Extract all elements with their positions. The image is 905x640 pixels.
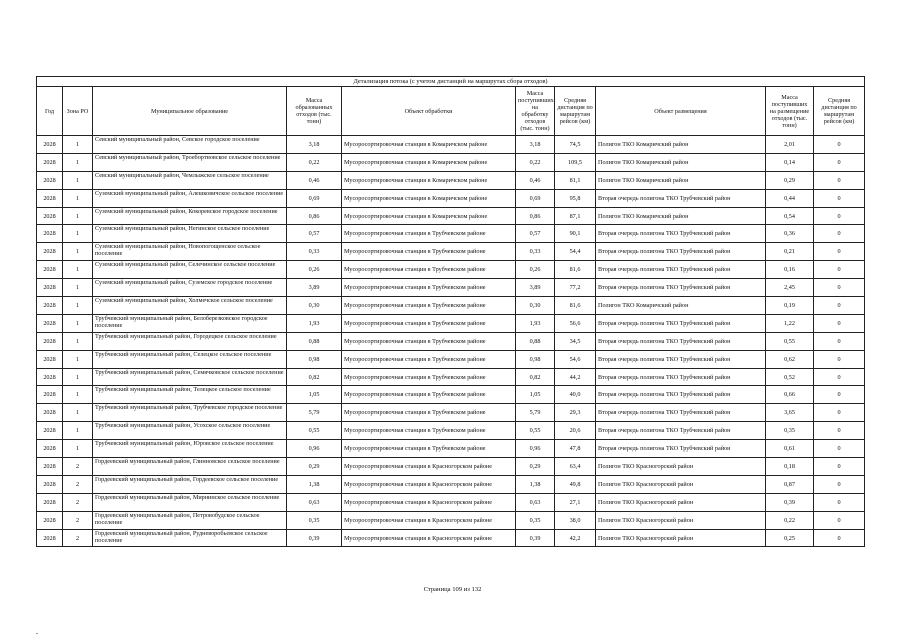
cell-mass-to-processing: 0,30 xyxy=(516,297,555,315)
cell-mass-generated: 0,46 xyxy=(287,171,342,189)
cell-mass-to-processing: 0,86 xyxy=(516,207,555,225)
cell-processing-object: Мусоросортировочная станция в Трубчевском районе xyxy=(342,386,516,404)
cell-municipality: Суземский муниципальный район, Кокоревское городское поселение xyxy=(93,207,287,225)
cell-placement-object: Вторая очередь полигона ТКО Трубчевский район xyxy=(596,243,766,261)
cell-avg-distance-placement: 0 xyxy=(814,511,865,529)
col-header-municipality: Муниципальное образование xyxy=(93,87,287,136)
cell-mass-generated: 3,89 xyxy=(287,279,342,297)
cell-mass-generated: 1,38 xyxy=(287,475,342,493)
cell-mass-generated: 0,88 xyxy=(287,332,342,350)
cell-zone: 1 xyxy=(63,440,93,458)
cell-municipality: Трубчевский муниципальный район, Семячковское сельское поселение xyxy=(93,368,287,386)
cell-mass-to-processing: 0,22 xyxy=(516,153,555,171)
cell-zone: 1 xyxy=(63,207,93,225)
table-row xyxy=(37,243,865,261)
cell-processing-object: Мусоросортировочная станция в Красногорском районе xyxy=(342,458,516,476)
cell-mass-to-processing: 3,89 xyxy=(516,279,555,297)
cell-zone: 2 xyxy=(63,529,93,547)
cell-processing-object: Мусоросортировочная станция в Трубчевском районе xyxy=(342,261,516,279)
cell-mass-generated: 0,55 xyxy=(287,422,342,440)
cell-placement-object: Вторая очередь полигона ТКО Трубчевский район xyxy=(596,386,766,404)
cell-mass-to-placement: 2,45 xyxy=(766,279,814,297)
cell-municipality: Севский муниципальный район, Чемлыжское сельское поселение xyxy=(93,171,287,189)
cell-avg-distance: 47,8 xyxy=(555,440,596,458)
cell-avg-distance-placement: 0 xyxy=(814,529,865,547)
cell-year: 2028 xyxy=(37,529,63,547)
cell-placement-object: Вторая очередь полигона ТКО Трубчевский район xyxy=(596,404,766,422)
cell-mass-to-processing: 0,26 xyxy=(516,261,555,279)
cell-avg-distance-placement: 0 xyxy=(814,171,865,189)
cell-avg-distance-placement: 0 xyxy=(814,279,865,297)
cell-avg-distance-placement: 0 xyxy=(814,440,865,458)
cell-avg-distance: 63,4 xyxy=(555,458,596,476)
cell-zone: 1 xyxy=(63,279,93,297)
cell-mass-to-processing: 1,05 xyxy=(516,386,555,404)
cell-avg-distance-placement: 0 xyxy=(814,225,865,243)
cell-mass-to-processing: 3,18 xyxy=(516,136,555,154)
cell-avg-distance-placement: 0 xyxy=(814,386,865,404)
cell-avg-distance-placement: 0 xyxy=(814,368,865,386)
table-row xyxy=(37,368,865,386)
col-header-mass-to-placement: Масса поступивших на размещение отходов (тыс. тонн) xyxy=(766,87,814,136)
cell-placement-object: Вторая очередь полигона ТКО Трубчевский район xyxy=(596,350,766,368)
cell-zone: 1 xyxy=(63,404,93,422)
col-header-placement-object: Объект размещения xyxy=(596,87,766,136)
table-row xyxy=(37,297,865,315)
cell-mass-generated: 0,98 xyxy=(287,350,342,368)
cell-processing-object: Мусоросортировочная станция в Трубчевском районе xyxy=(342,368,516,386)
cell-placement-object: Вторая очередь полигона ТКО Трубчевский район xyxy=(596,261,766,279)
cell-mass-generated: 0,26 xyxy=(287,261,342,279)
cell-mass-to-processing: 5,79 xyxy=(516,404,555,422)
cell-year: 2028 xyxy=(37,475,63,493)
cell-mass-generated: 0,69 xyxy=(287,189,342,207)
cell-zone: 1 xyxy=(63,189,93,207)
cell-mass-to-placement: 0,61 xyxy=(766,440,814,458)
cell-placement-object: Вторая очередь полигона ТКО Трубчевский район xyxy=(596,422,766,440)
cell-year: 2028 xyxy=(37,243,63,261)
cell-avg-distance-placement: 0 xyxy=(814,422,865,440)
col-header-avg-distance-placement: Средняя дистанция по маршрутам рейсов (км) xyxy=(814,87,865,136)
cell-avg-distance-placement: 0 xyxy=(814,136,865,154)
cell-year: 2028 xyxy=(37,297,63,315)
table-caption: Детализация потока (с учетом дистанций на маршрутах сбора отходов) xyxy=(37,77,865,87)
cell-mass-generated: 0,33 xyxy=(287,243,342,261)
cell-mass-to-processing: 0,46 xyxy=(516,171,555,189)
cell-mass-generated: 1,93 xyxy=(287,314,342,332)
cell-avg-distance: 44,2 xyxy=(555,368,596,386)
table-row xyxy=(37,404,865,422)
cell-placement-object: Вторая очередь полигона ТКО Трубчевский район xyxy=(596,279,766,297)
cell-mass-generated: 0,22 xyxy=(287,153,342,171)
cell-placement-object: Полигон ТКО Красногорский район xyxy=(596,493,766,511)
cell-year: 2028 xyxy=(37,404,63,422)
cell-avg-distance-placement: 0 xyxy=(814,243,865,261)
cell-mass-to-placement: 0,29 xyxy=(766,171,814,189)
cell-avg-distance-placement: 0 xyxy=(814,350,865,368)
cell-mass-to-processing: 0,69 xyxy=(516,189,555,207)
cell-placement-object: Вторая очередь полигона ТКО Трубчевский район xyxy=(596,332,766,350)
cell-municipality: Гордеевский муниципальный район, Петровобудское сельское поселение xyxy=(93,511,287,529)
cell-zone: 1 xyxy=(63,350,93,368)
cell-avg-distance-placement: 0 xyxy=(814,404,865,422)
cell-mass-generated: 5,79 xyxy=(287,404,342,422)
cell-zone: 1 xyxy=(63,261,93,279)
cell-processing-object: Мусоросортировочная станция в Трубчевском районе xyxy=(342,279,516,297)
table-row xyxy=(37,314,865,332)
col-header-processing-object: Объект обработки xyxy=(342,87,516,136)
cell-avg-distance-placement: 0 xyxy=(814,475,865,493)
table-row xyxy=(37,422,865,440)
table-row xyxy=(37,529,865,547)
cell-zone: 1 xyxy=(63,368,93,386)
cell-zone: 2 xyxy=(63,475,93,493)
cell-mass-generated: 0,30 xyxy=(287,297,342,315)
cell-mass-to-placement: 0,21 xyxy=(766,243,814,261)
col-header-avg-distance: Средняя дистанция по маршрутам рейсов (км) xyxy=(555,87,596,136)
table-row xyxy=(37,189,865,207)
cell-mass-to-processing: 0,57 xyxy=(516,225,555,243)
cell-processing-object: Мусоросортировочная станция в Трубчевском районе xyxy=(342,404,516,422)
cell-zone: 1 xyxy=(63,243,93,261)
cell-avg-distance: 81,6 xyxy=(555,297,596,315)
cell-mass-to-placement: 0,19 xyxy=(766,297,814,315)
document-page xyxy=(36,76,864,547)
cell-placement-object: Полигон ТКО Комаричский район xyxy=(596,297,766,315)
cell-avg-distance-placement: 0 xyxy=(814,493,865,511)
scan-mark xyxy=(36,633,38,634)
cell-mass-to-processing: 0,55 xyxy=(516,422,555,440)
cell-zone: 1 xyxy=(63,171,93,189)
cell-avg-distance-placement: 0 xyxy=(814,458,865,476)
cell-avg-distance: 95,8 xyxy=(555,189,596,207)
cell-mass-to-processing: 1,93 xyxy=(516,314,555,332)
cell-placement-object: Полигон ТКО Красногорский район xyxy=(596,529,766,547)
cell-processing-object: Мусоросортировочная станция в Красногорском районе xyxy=(342,475,516,493)
cell-placement-object: Полигон ТКО Комаричский район xyxy=(596,171,766,189)
cell-avg-distance-placement: 0 xyxy=(814,207,865,225)
cell-mass-to-processing: 0,29 xyxy=(516,458,555,476)
cell-municipality: Трубчевский муниципальный район, Трубчевское городское поселение xyxy=(93,404,287,422)
cell-mass-to-placement: 0,18 xyxy=(766,458,814,476)
cell-year: 2028 xyxy=(37,279,63,297)
cell-municipality: Гордеевский муниципальный район, Глинновское сельское поселение xyxy=(93,458,287,476)
cell-year: 2028 xyxy=(37,511,63,529)
cell-placement-object: Полигон ТКО Красногорский район xyxy=(596,458,766,476)
table-row xyxy=(37,493,865,511)
cell-municipality: Гордеевский муниципальный район, Мирнинское сельское поселение xyxy=(93,493,287,511)
cell-placement-object: Полигон ТКО Красногорский район xyxy=(596,475,766,493)
cell-avg-distance: 54,6 xyxy=(555,350,596,368)
cell-processing-object: Мусоросортировочная станция в Комаричском районе xyxy=(342,207,516,225)
cell-zone: 2 xyxy=(63,458,93,476)
cell-mass-to-processing: 0,35 xyxy=(516,511,555,529)
cell-avg-distance: 56,6 xyxy=(555,314,596,332)
cell-year: 2028 xyxy=(37,350,63,368)
cell-year: 2028 xyxy=(37,368,63,386)
cell-municipality: Суземский муниципальный район, Негинское сельское поселение xyxy=(93,225,287,243)
cell-mass-to-processing: 1,38 xyxy=(516,475,555,493)
cell-municipality: Суземский муниципальный район, Алешковичское сельское поселение xyxy=(93,189,287,207)
cell-mass-to-placement: 0,36 xyxy=(766,225,814,243)
cell-municipality: Севский муниципальный район, Троебортновское сельское поселение xyxy=(93,153,287,171)
cell-mass-to-placement: 0,52 xyxy=(766,368,814,386)
cell-zone: 1 xyxy=(63,136,93,154)
cell-avg-distance: 49,8 xyxy=(555,475,596,493)
cell-year: 2028 xyxy=(37,261,63,279)
cell-zone: 1 xyxy=(63,314,93,332)
cell-mass-generated: 0,39 xyxy=(287,529,342,547)
cell-processing-object: Мусоросортировочная станция в Трубчевском районе xyxy=(342,350,516,368)
cell-municipality: Трубчевский муниципальный район, Селецкое сельское поселение xyxy=(93,350,287,368)
cell-mass-generated: 0,63 xyxy=(287,493,342,511)
cell-processing-object: Мусоросортировочная станция в Комаричском районе xyxy=(342,153,516,171)
cell-processing-object: Мусоросортировочная станция в Красногорском районе xyxy=(342,511,516,529)
cell-avg-distance-placement: 0 xyxy=(814,153,865,171)
cell-avg-distance: 81,1 xyxy=(555,171,596,189)
cell-processing-object: Мусоросортировочная станция в Трубчевском районе xyxy=(342,332,516,350)
table-row xyxy=(37,136,865,154)
cell-mass-to-processing: 0,96 xyxy=(516,440,555,458)
cell-municipality: Гордеевский муниципальный район, Рудневоробьевское сельское поселение xyxy=(93,529,287,547)
cell-mass-to-placement: 0,16 xyxy=(766,261,814,279)
table-row xyxy=(37,386,865,404)
cell-municipality: Суземский муниципальный район, Холмечское сельское поселение xyxy=(93,297,287,315)
cell-avg-distance: 109,5 xyxy=(555,153,596,171)
cell-municipality: Гордеевский муниципальный район, Гордеевское сельское поселение xyxy=(93,475,287,493)
page-number: Страница 109 из 132 xyxy=(423,586,482,593)
cell-municipality: Трубчевский муниципальный район, Телецкое сельское поселение xyxy=(93,386,287,404)
cell-processing-object: Мусоросортировочная станция в Трубчевском районе xyxy=(342,297,516,315)
cell-mass-to-processing: 0,88 xyxy=(516,332,555,350)
cell-mass-to-placement: 2,01 xyxy=(766,136,814,154)
table-row xyxy=(37,332,865,350)
table-row xyxy=(37,350,865,368)
table-row xyxy=(37,475,865,493)
cell-mass-to-placement: 3,65 xyxy=(766,404,814,422)
cell-avg-distance: 90,1 xyxy=(555,225,596,243)
cell-processing-object: Мусоросортировочная станция в Красногорском районе xyxy=(342,529,516,547)
cell-year: 2028 xyxy=(37,314,63,332)
cell-zone: 1 xyxy=(63,153,93,171)
cell-mass-generated: 0,57 xyxy=(287,225,342,243)
cell-placement-object: Полигон ТКО Комаричский район xyxy=(596,136,766,154)
cell-mass-to-processing: 0,82 xyxy=(516,368,555,386)
cell-processing-object: Мусоросортировочная станция в Трубчевском районе xyxy=(342,243,516,261)
cell-placement-object: Вторая очередь полигона ТКО Трубчевский район xyxy=(596,440,766,458)
table-row xyxy=(37,511,865,529)
cell-mass-to-processing: 0,98 xyxy=(516,350,555,368)
cell-avg-distance: 27,1 xyxy=(555,493,596,511)
cell-municipality: Трубчевский муниципальный район, Усохское сельское поселение xyxy=(93,422,287,440)
cell-municipality: Суземский муниципальный район, Новопогощенское сельское поселение xyxy=(93,243,287,261)
cell-processing-object: Мусоросортировочная станция в Трубчевском районе xyxy=(342,314,516,332)
table-row xyxy=(37,171,865,189)
cell-placement-object: Полигон ТКО Комаричский район xyxy=(596,153,766,171)
table-row xyxy=(37,279,865,297)
cell-zone: 1 xyxy=(63,297,93,315)
cell-year: 2028 xyxy=(37,225,63,243)
cell-avg-distance: 40,0 xyxy=(555,386,596,404)
cell-avg-distance: 77,2 xyxy=(555,279,596,297)
cell-mass-to-placement: 0,55 xyxy=(766,332,814,350)
cell-zone: 1 xyxy=(63,225,93,243)
cell-municipality: Суземский муниципальный район, Суземское городское поселение xyxy=(93,279,287,297)
cell-mass-to-placement: 0,54 xyxy=(766,207,814,225)
table-row xyxy=(37,153,865,171)
cell-mass-generated: 0,96 xyxy=(287,440,342,458)
cell-processing-object: Мусоросортировочная станция в Красногорском районе xyxy=(342,493,516,511)
col-header-year: Год xyxy=(37,87,63,136)
cell-municipality: Трубчевский муниципальный район, Городецкое сельское поселение xyxy=(93,332,287,350)
col-header-zone: Зона РО xyxy=(63,87,93,136)
cell-avg-distance: 87,1 xyxy=(555,207,596,225)
cell-zone: 2 xyxy=(63,511,93,529)
cell-avg-distance-placement: 0 xyxy=(814,297,865,315)
cell-processing-object: Мусоросортировочная станция в Трубчевском районе xyxy=(342,440,516,458)
cell-mass-to-placement: 1,22 xyxy=(766,314,814,332)
cell-year: 2028 xyxy=(37,136,63,154)
cell-placement-object: Вторая очередь полигона ТКО Трубчевский район xyxy=(596,189,766,207)
cell-municipality: Суземский муниципальный район, Селечинское сельское поселение xyxy=(93,261,287,279)
cell-avg-distance: 29,3 xyxy=(555,404,596,422)
cell-mass-to-placement: 0,39 xyxy=(766,493,814,511)
cell-municipality: Трубчевский муниципальный район, Юровское сельское поселение xyxy=(93,440,287,458)
cell-placement-object: Вторая очередь полигона ТКО Трубчевский район xyxy=(596,368,766,386)
table-row xyxy=(37,261,865,279)
cell-year: 2028 xyxy=(37,207,63,225)
cell-avg-distance-placement: 0 xyxy=(814,261,865,279)
cell-avg-distance: 74,5 xyxy=(555,136,596,154)
cell-mass-generated: 0,82 xyxy=(287,368,342,386)
cell-mass-to-placement: 0,62 xyxy=(766,350,814,368)
cell-avg-distance: 20,6 xyxy=(555,422,596,440)
cell-mass-to-placement: 0,22 xyxy=(766,511,814,529)
cell-year: 2028 xyxy=(37,189,63,207)
cell-zone: 1 xyxy=(63,422,93,440)
header-row xyxy=(37,87,865,136)
cell-avg-distance-placement: 0 xyxy=(814,189,865,207)
cell-mass-to-processing: 0,39 xyxy=(516,529,555,547)
cell-mass-generated: 0,86 xyxy=(287,207,342,225)
cell-municipality: Трубчевский муниципальный район, Белоберезковское городское поселение xyxy=(93,314,287,332)
cell-placement-object: Вторая очередь полигона ТКО Трубчевский район xyxy=(596,225,766,243)
col-header-mass-to-processing: Масса поступивших на обработку отходов (тыс. тонн) xyxy=(516,87,555,136)
cell-processing-object: Мусоросортировочная станция в Комаричском районе xyxy=(342,136,516,154)
cell-avg-distance: 81,6 xyxy=(555,261,596,279)
table-row xyxy=(37,458,865,476)
col-header-mass-generated: Масса образованных отходов (тыс. тонн) xyxy=(287,87,342,136)
cell-zone: 2 xyxy=(63,493,93,511)
cell-year: 2028 xyxy=(37,458,63,476)
cell-mass-generated: 0,35 xyxy=(287,511,342,529)
cell-avg-distance-placement: 0 xyxy=(814,314,865,332)
waste-flow-table xyxy=(36,76,865,547)
cell-year: 2028 xyxy=(37,422,63,440)
cell-placement-object: Полигон ТКО Красногорский район xyxy=(596,511,766,529)
cell-year: 2028 xyxy=(37,332,63,350)
table-row xyxy=(37,225,865,243)
cell-mass-to-processing: 0,63 xyxy=(516,493,555,511)
cell-municipality: Севский муниципальный район, Севское городское поселение xyxy=(93,136,287,154)
cell-year: 2028 xyxy=(37,440,63,458)
cell-mass-to-placement: 0,35 xyxy=(766,422,814,440)
cell-placement-object: Вторая очередь полигона ТКО Трубчевский район xyxy=(596,314,766,332)
cell-year: 2028 xyxy=(37,153,63,171)
cell-mass-generated: 3,18 xyxy=(287,136,342,154)
cell-mass-generated: 1,05 xyxy=(287,386,342,404)
cell-year: 2028 xyxy=(37,171,63,189)
table-row xyxy=(37,440,865,458)
cell-mass-to-processing: 0,33 xyxy=(516,243,555,261)
cell-mass-to-placement: 0,14 xyxy=(766,153,814,171)
cell-mass-to-placement: 0,66 xyxy=(766,386,814,404)
cell-avg-distance: 38,0 xyxy=(555,511,596,529)
cell-avg-distance-placement: 0 xyxy=(814,332,865,350)
cell-year: 2028 xyxy=(37,386,63,404)
cell-mass-to-placement: 0,87 xyxy=(766,475,814,493)
cell-avg-distance: 34,5 xyxy=(555,332,596,350)
cell-mass-to-placement: 0,25 xyxy=(766,529,814,547)
cell-processing-object: Мусоросортировочная станция в Комаричском районе xyxy=(342,171,516,189)
cell-processing-object: Мусоросортировочная станция в Трубчевском районе xyxy=(342,225,516,243)
cell-year: 2028 xyxy=(37,493,63,511)
cell-zone: 1 xyxy=(63,386,93,404)
cell-placement-object: Полигон ТКО Комаричский район xyxy=(596,207,766,225)
cell-avg-distance: 42,2 xyxy=(555,529,596,547)
cell-zone: 1 xyxy=(63,332,93,350)
cell-avg-distance: 54,4 xyxy=(555,243,596,261)
table-row xyxy=(37,207,865,225)
cell-mass-generated: 0,29 xyxy=(287,458,342,476)
cell-mass-to-placement: 0,44 xyxy=(766,189,814,207)
cell-processing-object: Мусоросортировочная станция в Комаричском районе xyxy=(342,189,516,207)
cell-processing-object: Мусоросортировочная станция в Трубчевском районе xyxy=(342,422,516,440)
